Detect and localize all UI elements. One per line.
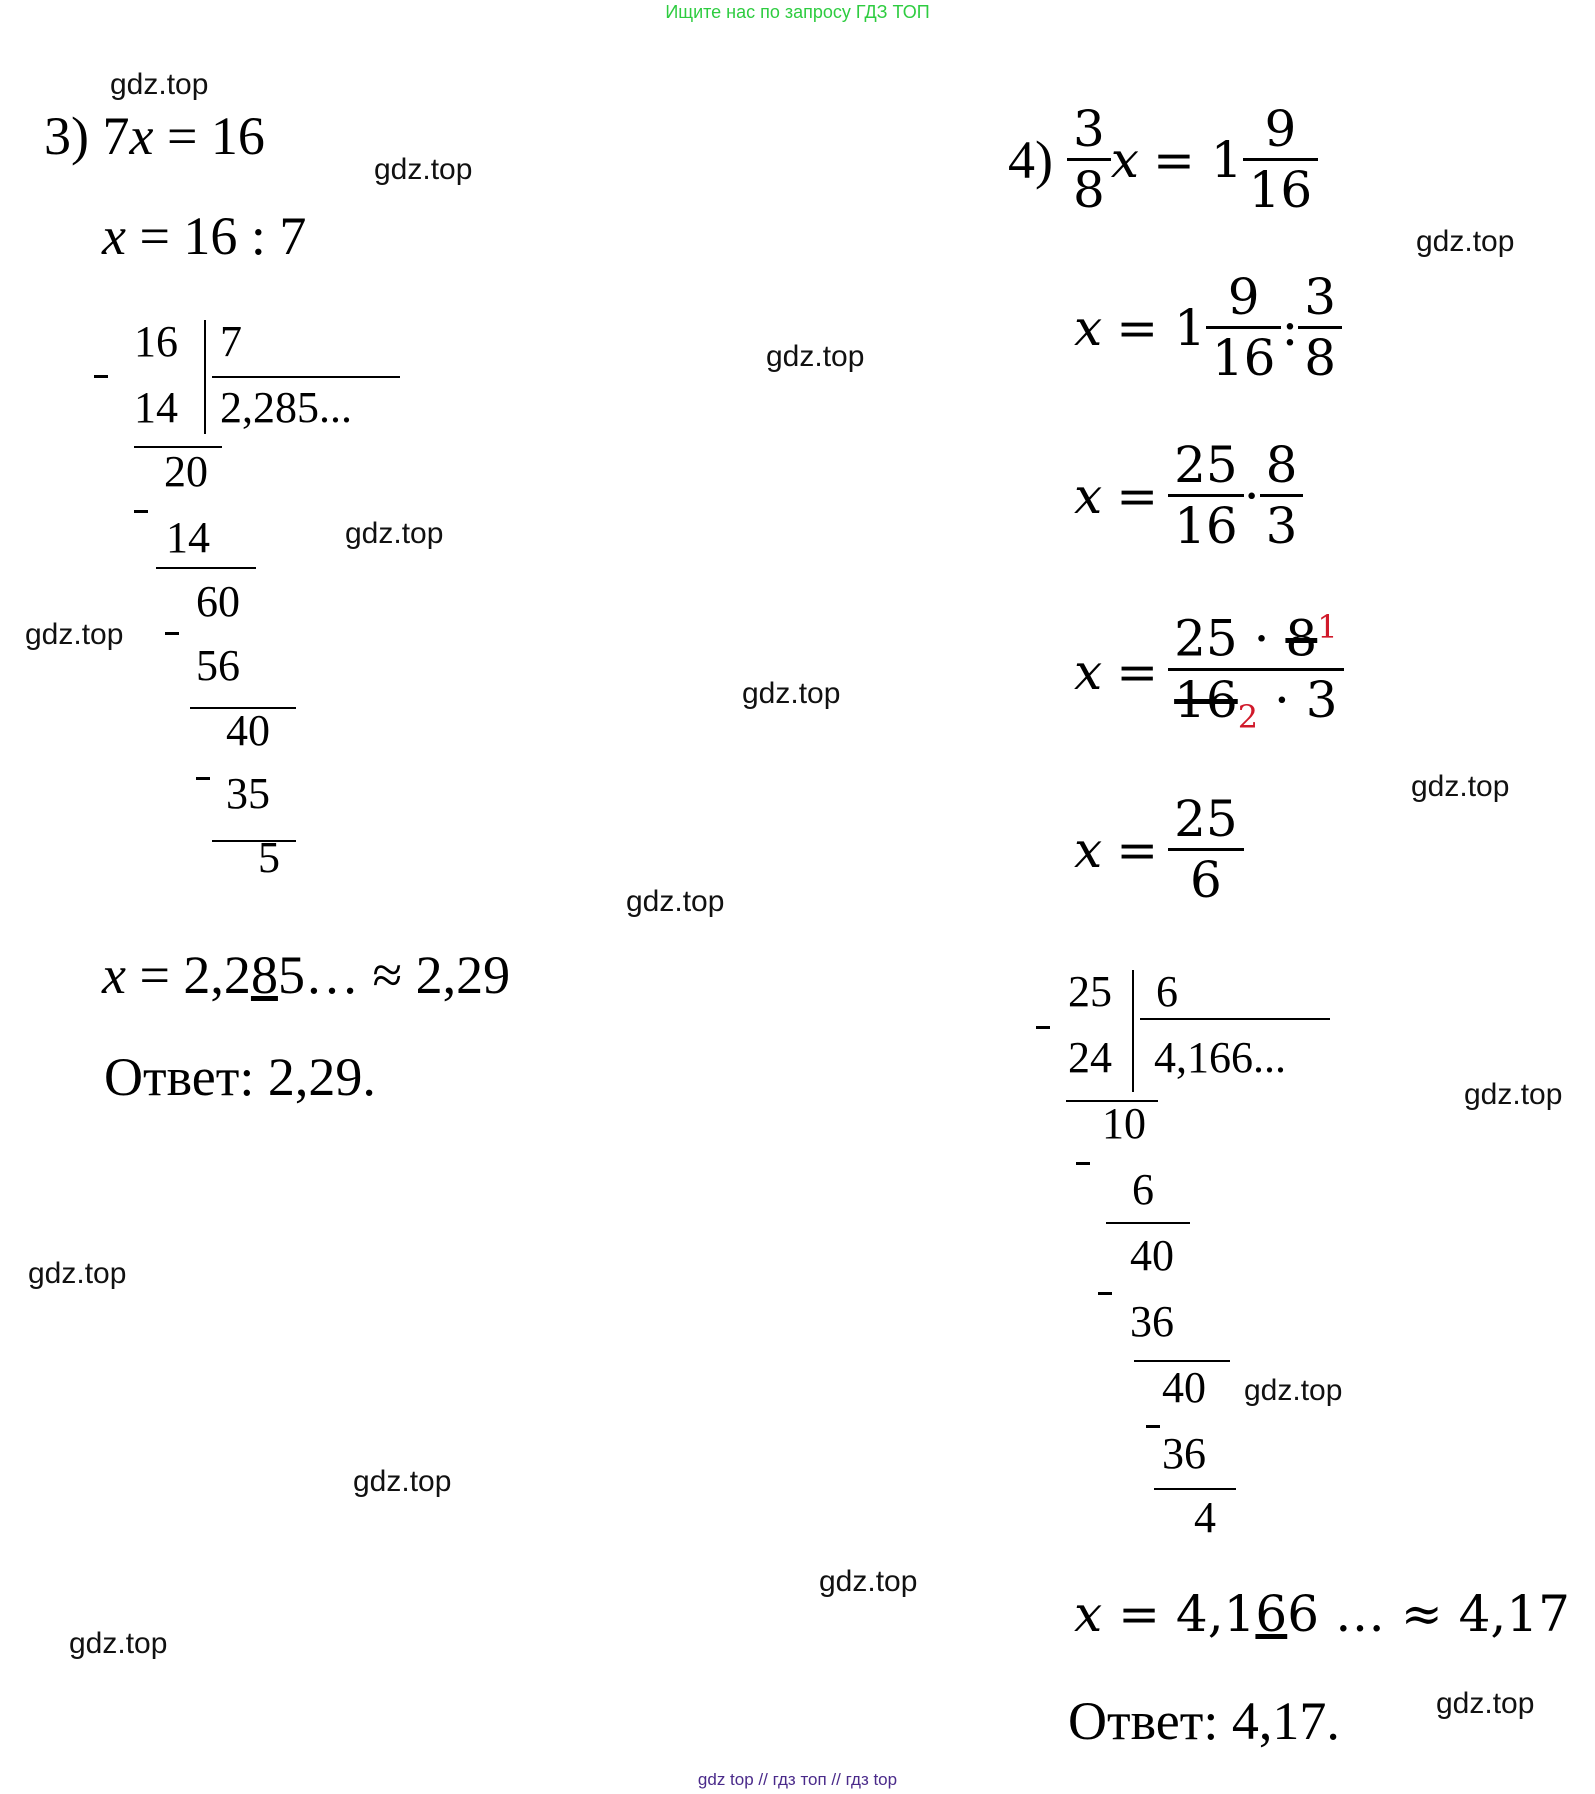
watermark: gdz.top	[1411, 770, 1510, 803]
p3-result: x = 2,285… ≈ 2,29	[102, 945, 511, 1005]
watermark: gdz.top	[353, 1465, 452, 1498]
p4-equation-3: x = $\frac{25}{16}$ · $\frac{8}{3}$	[1074, 436, 1303, 555]
p4-equation-5: x = $\frac{25}{6}$	[1074, 790, 1244, 909]
p4-equation-1: 4) $\frac{3}{8}$ x = 1 $\frac{9}{16}$	[1008, 100, 1318, 219]
p3-equation-1: 3) 7x = 16	[44, 106, 265, 166]
p4-answer: Ответ: 4,17.	[1068, 1691, 1340, 1751]
footer-links: gdz top // гдз топ // гдз top	[697, 1770, 898, 1789]
top-banner: Ищите нас по запросу ГДЗ ТОП	[665, 2, 930, 22]
watermark: gdz.top	[1464, 1078, 1563, 1111]
p3-equation-2: x = 16 : 7	[102, 206, 307, 266]
watermark: gdz.top	[345, 517, 444, 550]
watermark: gdz.top	[28, 1257, 127, 1290]
watermark: gdz.top	[69, 1627, 168, 1660]
watermark: gdz.top	[626, 885, 725, 918]
watermark: gdz.top	[1416, 225, 1515, 258]
watermark: gdz.top	[374, 153, 473, 186]
watermark: gdz.top	[766, 340, 865, 373]
p4-equation-4: x = $\frac{25 \cdot 8^1}{16_2 \cdot 3}$	[1074, 608, 1344, 736]
p3-answer: Ответ: 2,29.	[104, 1047, 376, 1107]
p4-result: x = 4,166 … ≈ 4,17	[1074, 1585, 1570, 1643]
watermark: gdz.top	[1436, 1687, 1535, 1720]
watermark: gdz.top	[819, 1565, 918, 1598]
watermark: gdz.top	[742, 677, 841, 710]
p4-equation-2: x = 1 $\frac{9}{16}$ : $\frac{3}{8}$	[1074, 268, 1342, 387]
watermark: gdz.top	[110, 68, 209, 101]
watermark: gdz.top	[25, 618, 124, 651]
watermark: gdz.top	[1244, 1374, 1343, 1407]
